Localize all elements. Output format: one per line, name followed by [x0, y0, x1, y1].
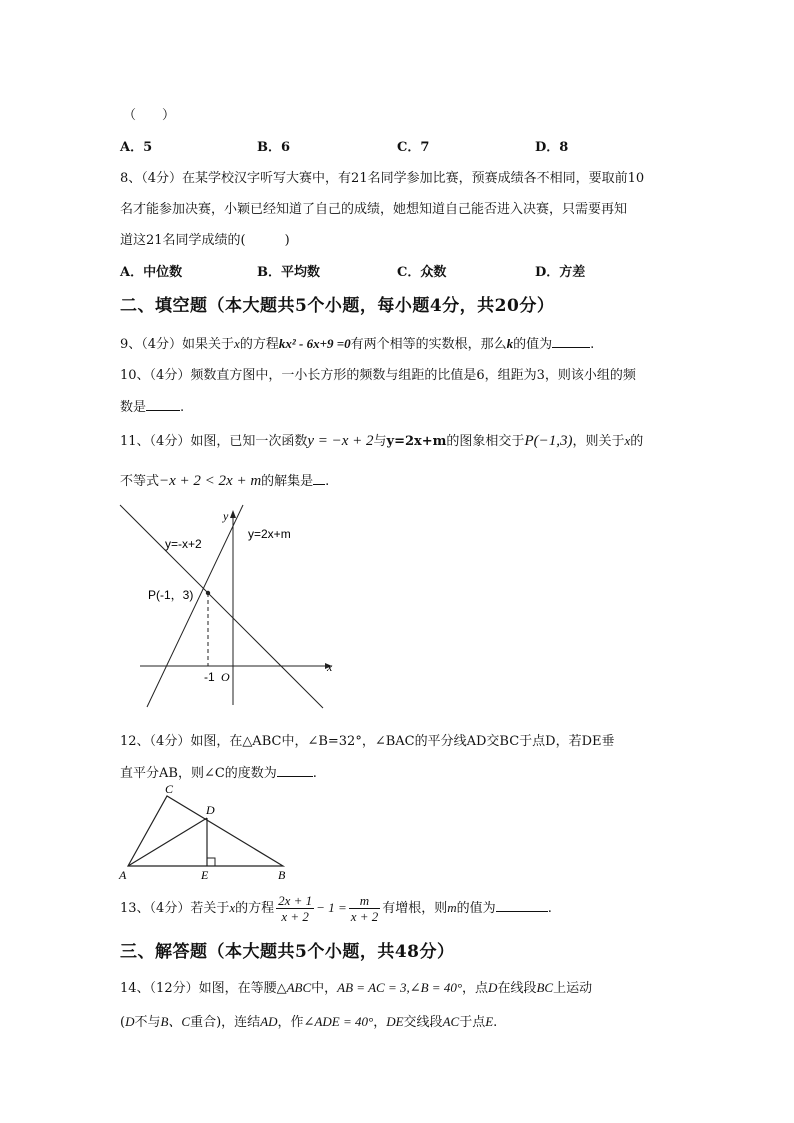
q14-line1: 14、（12分）如图，在等腰△ABC中，AB = AC = 3,∠B = 40°，点D在线段BC上运动 [120, 980, 593, 996]
q7-option-a: A．5 [120, 140, 153, 155]
q7-answer-paren: （ ） [123, 108, 176, 123]
label-b: B [278, 868, 286, 880]
q8-option-b: B．平均数 [257, 265, 320, 280]
label-line2: y=2x+m [248, 527, 291, 541]
q9-text: 9、（4分）如果关于x的方程kx² - 6x+9 =0有两个相等的实数根，那么k的值为 . [120, 336, 595, 352]
label-e: E [201, 868, 209, 880]
label-tick-neg1: -1 [204, 670, 215, 684]
label-c: C [165, 782, 174, 796]
q8-option-c: C．众数 [397, 265, 447, 280]
q10-answer-blank [146, 398, 180, 411]
q13-answer-blank [496, 899, 548, 912]
q8-option-d: D．方差 [535, 265, 586, 280]
q13-fraction-right: $\frac{m}{x + 2}$ [350, 893, 379, 924]
q8-line1: 8、（4分）在某学校汉字听写大赛中，有21名同学参加比赛，预赛成绩各不相同，要取前10 [120, 171, 645, 186]
q7-option-c: C．7 [397, 140, 430, 155]
q14-line2: (D不与B、C重合)，连结AD，作∠ADE = 40°，DE交线段AC于点E. [120, 1014, 498, 1030]
q9-answer-blank [552, 335, 590, 348]
intersection-point [206, 591, 210, 595]
label-y-axis: y [223, 509, 229, 523]
q12-line2: 直平分AB，则∠C的度数为 . [120, 766, 317, 781]
label-x-axis: x [327, 660, 333, 674]
q11-line2: 不等式−x + 2 < 2x + m的解集是 . [120, 473, 330, 489]
q8-line2: 名才能参加决赛，小颖已经知道了自己的成绩，她想知道自己能否进入决赛，只需要再知 [120, 202, 628, 217]
label-line1: y=-x+2 [165, 537, 202, 551]
q13-fraction-left: $\frac{2x + 1}{x + 2}$ [278, 893, 313, 924]
q8-option-a: A．中位数 [120, 265, 183, 280]
q12-triangle-figure [115, 780, 300, 880]
section2-title: 二、填空题（本大题共5个小题，每小题4分，共20分） [120, 296, 555, 316]
q13-text: 13、（4分）若关于x的方程 $\frac{2x + 1}{x + 2}$ − 1 = $\frac{m}{x + 2}$ 有增根，则m的值为 . [120, 893, 552, 924]
q7-option-b: B．6 [257, 140, 291, 155]
q11-line1: 11、（4分）如图，已知一次函数y = −x + 2与y=2x+m的图象相交于P(−1,3)，则关于x的 [120, 433, 644, 449]
q11-function-graph [115, 500, 335, 715]
right-angle-mark [207, 858, 215, 866]
q10-line1: 10、（4分）频数直方图中，一小长方形的频数与组距的比值是6，组距为3，则该小组的频 [120, 368, 636, 383]
label-d: D [206, 803, 215, 817]
q12-answer-blank [277, 764, 313, 777]
label-a: A [119, 868, 127, 880]
q10-line2: 数是 . [120, 400, 185, 415]
segment-ad [128, 818, 207, 866]
q12-line1: 12、（4分）如图，在△ABC中，∠B=32°，∠BAC的平分线AD交BC于点D，若DE垂 [120, 734, 615, 749]
y-axis-arrow [230, 510, 236, 518]
section3-title: 三、解答题（本大题共5个小题，共48分） [120, 942, 455, 962]
q11-answer-blank [313, 472, 325, 485]
label-origin: O [221, 670, 230, 684]
label-point-p: P(-1，3) [148, 588, 194, 602]
q8-line3: 道这21名同学成绩的( ) [120, 233, 290, 248]
q7-option-d: D．8 [535, 140, 569, 155]
